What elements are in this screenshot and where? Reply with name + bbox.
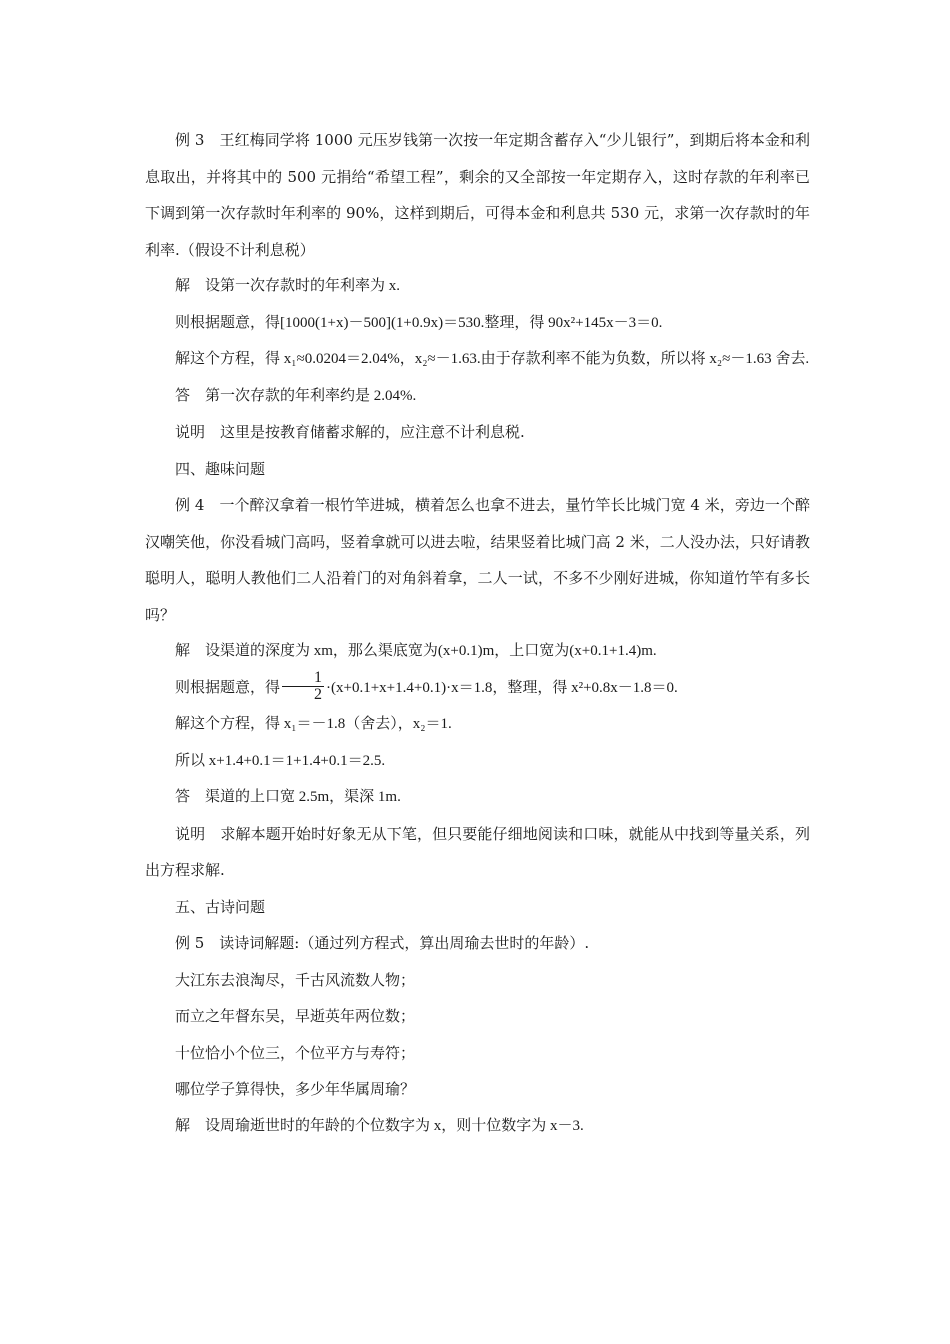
example-4-problem: 例 4 一个醉汉拿着一根竹竿进城，横着怎么也拿不进去，量竹竿长比城门宽 4 米，旁边一个醉汉嘲笑他，你没看城门高吗，竖着拿就可以进去啦，结果竖着比城门高 2 米，二人没办法，只好请教聪明人，聪明人教他们二人沿着门的对角斜着拿，二人一试，不多不少刚好进城，你知道竹竿有多长吗？ (145, 496, 810, 624)
poem-line-2: 而立之年督东吴，早逝英年两位数； (175, 1007, 416, 1025)
example-3-note: 说明 这里是按教育储蓄求解的，应注意不计利息税. (175, 423, 525, 441)
poem-line-3: 十位恰小个位三，个位平方与寿符； (175, 1043, 416, 1062)
example-3-equation: 则根据题意，得[1000(1+x)－500](1+0.9x)＝530.整理，得 90x²+145x－3＝0. (175, 314, 663, 331)
example-3-problem: 例 3 王红梅同学将 1000 元压岁钱第一次按一年定期含蓄存入“少儿银行”，到期后将本金和利息取出，并将其中的 500 元捐给“希望工程”，剩余的又全部按一年定期存入，这时存款的年利率已下调到第一次存款时年利率的 90%，这样到期后，可得本金和利息共 530 元，求第一次存款时的年利率.（假设不计利息税） (145, 131, 810, 259)
fraction-numerator: 1 (282, 670, 324, 687)
poem-line-1: 大江东去浪淘尽，千古风流数人物； (175, 970, 416, 989)
example-5-let: 解 设周瑜逝世时的年龄的个位数字为 x，则十位数字为 x－3. (175, 1117, 584, 1134)
example-5-problem: 例 5 读诗词解题:（通过列方程式，算出周瑜去世时的年龄）. (175, 934, 590, 952)
example-3-answer: 答 第一次存款的年利率约是 2.04%. (175, 387, 417, 404)
example-4-compute: 所以 x+1.4+0.1＝1+1.4+0.1＝2.5. (175, 752, 386, 769)
example-3-let: 解 设第一次存款时的年利率为 x. (175, 278, 401, 294)
equation-suffix: ·(x+0.1+x+1.4+0.1)·x＝1.8，整理，得 x²+0.8x－1.8＝0. (326, 679, 678, 696)
example-4-let: 解 设渠道的深度为 xm，那么渠底宽为(x+0.1)m，上口宽为(x+0.1+1.4)m. (175, 643, 657, 659)
fraction-denominator: 2 (314, 685, 323, 703)
example-3-solve: 解这个方程，得 x₁≈0.0204＝2.04%，x₂≈－1.63.由于存款利率不能为负数，所以将 x₂≈－1.63 舍去. (175, 351, 810, 367)
fraction-one-half (282, 670, 324, 703)
section-heading-5: 五、古诗问题 (175, 897, 266, 916)
example-4-answer: 答 渠道的上口宽 2.5m，渠深 1m. (175, 789, 401, 805)
document-page (145, 122, 810, 1144)
example-4-equation (145, 670, 810, 707)
equation-prefix: 则根据题意，得 (175, 679, 281, 696)
poem-line-4: 哪位学子算得快，多少年华属周瑜？ (175, 1080, 416, 1098)
example-4-solve: 解这个方程，得 x₁＝－1.8（舍去），x₂＝1. (175, 716, 452, 732)
example-4-note: 说明 求解本题开始时好象无从下笔，但只要能仔细地阅读和口味，就能从中找到等量关系，列出方程求解. (145, 824, 810, 879)
section-heading-4: 四、趣味问题 (175, 459, 266, 478)
